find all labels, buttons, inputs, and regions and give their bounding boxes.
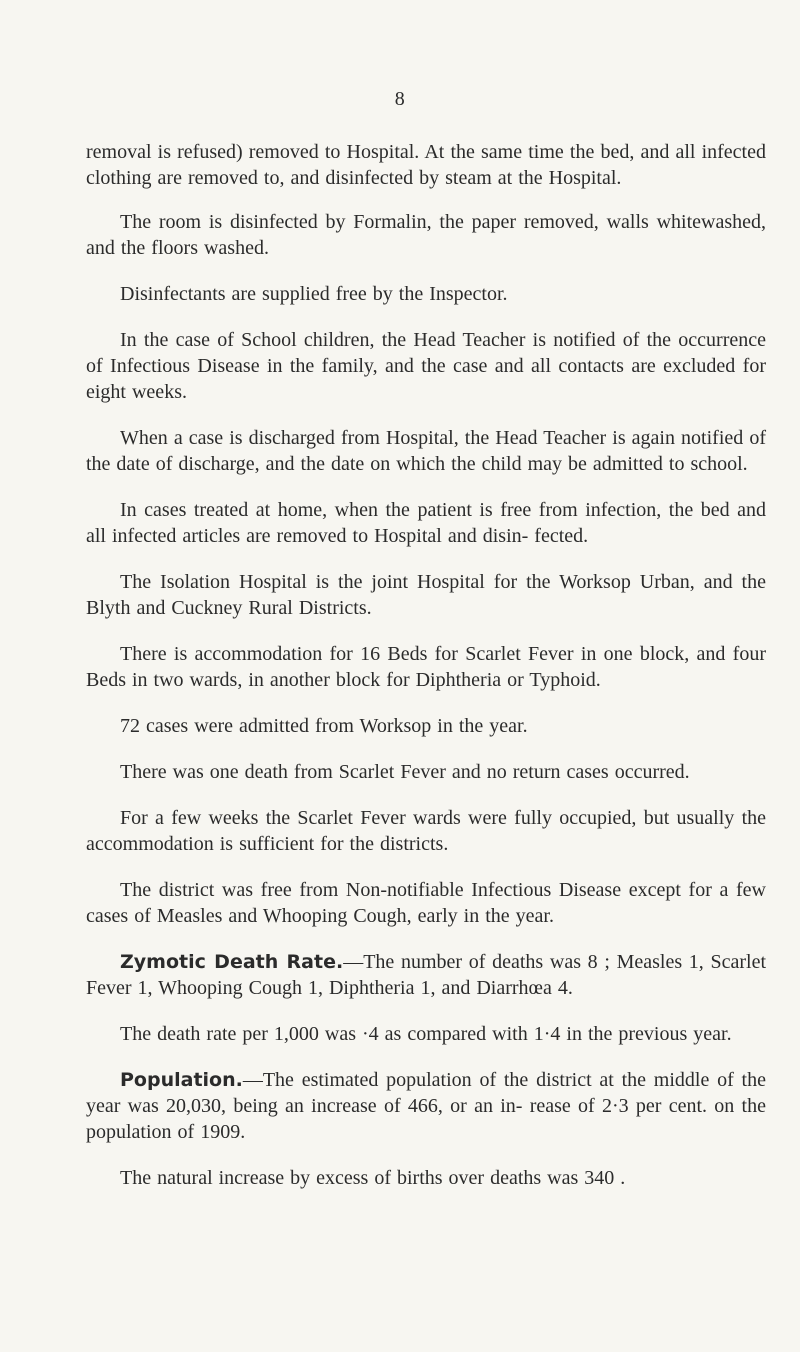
paragraph-non-notifiable: The district was free from Non-notifiable Infectious Disease except for a few cases of Measles and Whooping Cough, early in the year. <box>86 879 766 927</box>
paragraph-home-cases: In cases treated at home, when the patient is free from infection, the bed and all infected articles are removed to Hospital and disin- fected. <box>86 499 766 547</box>
body-text <box>86 139 766 1211</box>
paragraph-wards-occupied: For a few weeks the Scarlet Fever wards were fully occupied, but usually the accommodation is sufficient for the districts. <box>86 807 766 855</box>
paragraph-death-rate: The death rate per 1,000 was ·4 as compared with 1·4 in the previous year. <box>120 1023 732 1045</box>
paragraph-zymotic-death-rate <box>86 949 766 1001</box>
heading-population: Population. <box>120 1069 243 1091</box>
paragraph-isolation-hospital: The Isolation Hospital is the joint Hospital for the Worksop Urban, and the Blyth and Cuckney Rural Districts. <box>86 571 766 619</box>
paragraph-accommodation: There is accommodation for 16 Beds for Scarlet Fever in one block, and four Beds in two wards, in another block for Diphtheria or Typhoid. <box>86 643 766 691</box>
paragraph-population <box>86 1067 766 1145</box>
population-text: —The estimated population of the district at the middle of the year was 20,030, being an increase of 466, or an in- rease of 2·3 per cent. on the population of 1909. <box>86 1069 766 1143</box>
paragraph-scarlet-death: There was one death from Scarlet Fever and no return cases occurred. <box>120 761 690 783</box>
paragraph-discharge: When a case is discharged from Hospital, the Head Teacher is again notified of the date of discharge, and the date on which the child may be admitted to school. <box>86 427 766 475</box>
paragraph-admissions: 72 cases were admitted from Worksop in the year. <box>120 715 528 737</box>
paragraph-school-children: In the case of School children, the Head Teacher is notified of the occurrence of Infectious Disease in the family, and the case and all contacts are excluded for eight weeks. <box>86 329 766 403</box>
paragraph-natural-increase: The natural increase by excess of births over deaths was 340 . <box>120 1167 626 1189</box>
heading-zymotic-death-rate: Zymotic Death Rate. <box>120 951 344 973</box>
page-number: 8 <box>394 88 406 110</box>
paragraph-hospital-removal: removal is refused) removed to Hospital. At the same time the bed, and all infected clothing are removed to, and disinfected by steam at the Hospital. <box>86 141 766 189</box>
paragraph-disinfectants: Disinfectants are supplied free by the Inspector. <box>120 283 508 305</box>
paragraph-room-disinfection: The room is disinfected by Formalin, the paper removed, walls whitewashed, and the floors washed. <box>86 211 766 259</box>
zymotic-text: —The number of deaths was 8 ; Measles 1, Scarlet Fever 1, Whooping Cough 1, Diphtheria 1, and Diarrhœa 4. <box>86 951 767 999</box>
